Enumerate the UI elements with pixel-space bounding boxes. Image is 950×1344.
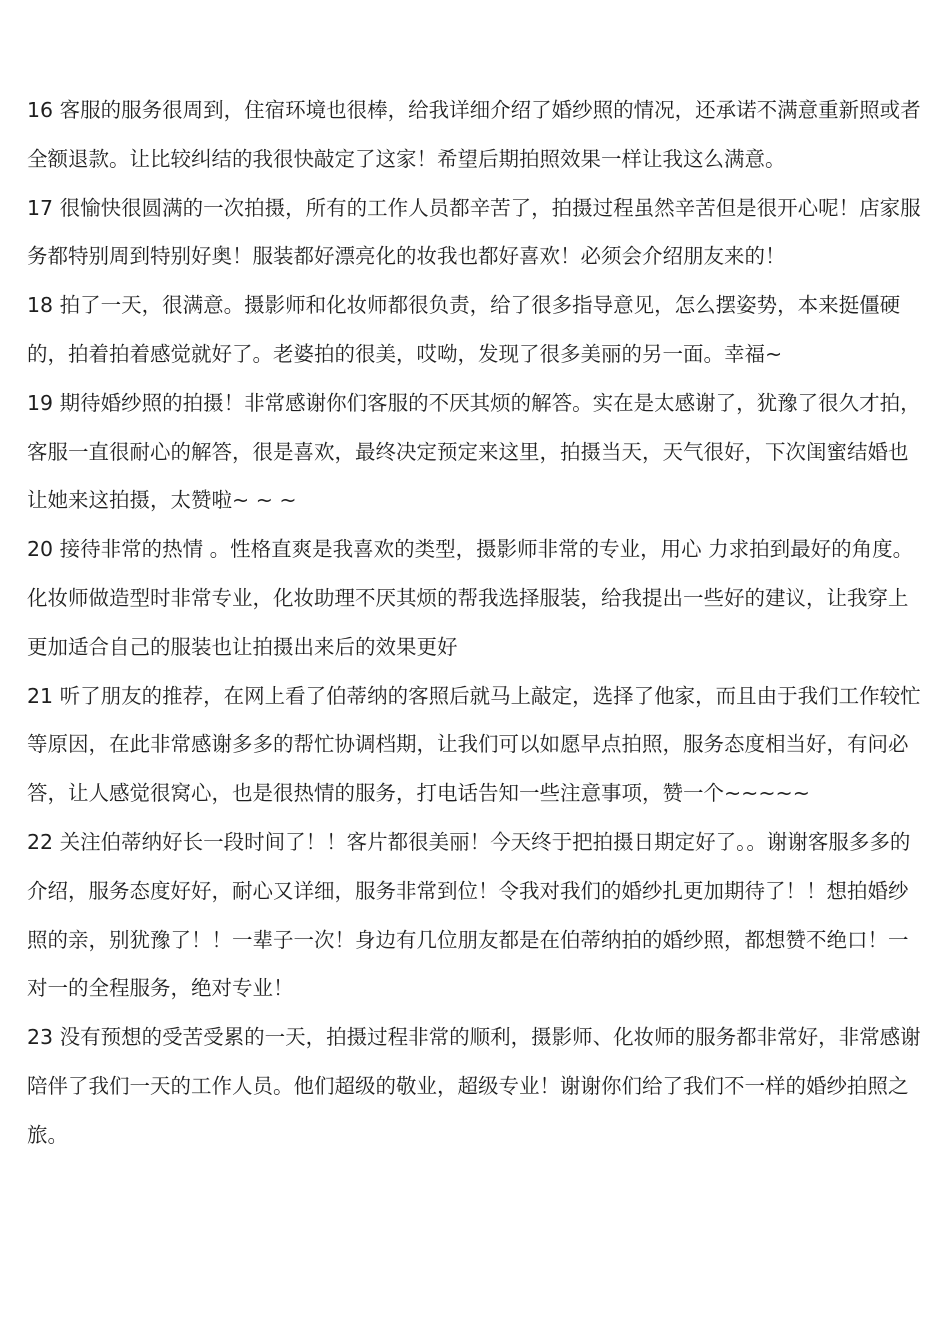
review-22: 22 关注伯蒂纳好长一段时间了！！客片都很美丽！今天终于把拍摄日期定好了。。谢谢客服多多的介绍，服务态度好好，耐心又详细，服务非常到位！令我对我们的婚纱扎更加期待了！！想拍婚纱照的亲，别犹豫了！！一辈子一次！身边有几位朋友都是在伯蒂纳拍的婚纱照，都想赞不绝口！一对一的全程服务，绝对专业！ [27,829,911,1001]
review-16: 16 客服的服务很周到，住宿环境也很棒，给我详细介绍了婚纱照的情况，还承诺不满意重新照或者全额退款。让比较纠结的我很快敲定了这家！希望后期拍照效果一样让我这么满意。 [27,98,921,171]
review-19: 19 期待婚纱照的拍摄！非常感谢你们客服的不厌其烦的解答。实在是太感谢了，犹豫了很久才拍，客服一直很耐心的解答，很是喜欢，最终决定预定来这里，拍摄当天，天气很好，下次闺蜜结婚也让她来这拍摄，太赞啦~ ~ ~ [27,390,921,513]
review-21: 21 听了朋友的推荐，在网上看了伯蒂纳的客照后就马上敲定，选择了他家，而且由于我们工作较忙等原因，在此非常感谢多多的帮忙协调档期，让我们可以如愿早点拍照，服务态度相当好，有问必答，让人感觉很窝心，也是很热情的服务，打电话告知一些注意事项，赞一个~~~~~ [27,683,921,806]
review-17: 17 很愉快很圆满的一次拍摄，所有的工作人员都辛苦了，拍摄过程虽然辛苦但是很开心呢！店家服务都特别周到特别好奥！服装都好漂亮化的妆我也都好喜欢！必须会介绍朋友来的！ [27,195,921,269]
review-list [27,86,927,1160]
review-23: 23 没有预想的受苦受累的一天，拍摄过程非常的顺利，摄影师、化妆师的服务都非常好，非常感谢陪伴了我们一天的工作人员。他们超级的敬业，超级专业！谢谢你们给了我们不一样的婚纱拍照之旅。 [27,1025,921,1147]
review-20: 20 接待非常的热情 。性格直爽是我喜欢的类型，摄影师非常的专业，用心 力求拍到最好的角度。化妆师做造型时非常专业，化妆助理不厌其烦的帮我选择服装，给我提出一些好的建议，让我穿上更加适合自己的服装也让拍摄出来后的效果更好 [27,537,914,659]
review-18: 18 拍了一天，很满意。摄影师和化妆师都很负责，给了很多指导意见，怎么摆姿势，本来挺僵硬的，拍着拍着感觉就好了。老婆拍的很美，哎呦，发现了很多美丽的另一面。幸福~ [27,293,901,366]
